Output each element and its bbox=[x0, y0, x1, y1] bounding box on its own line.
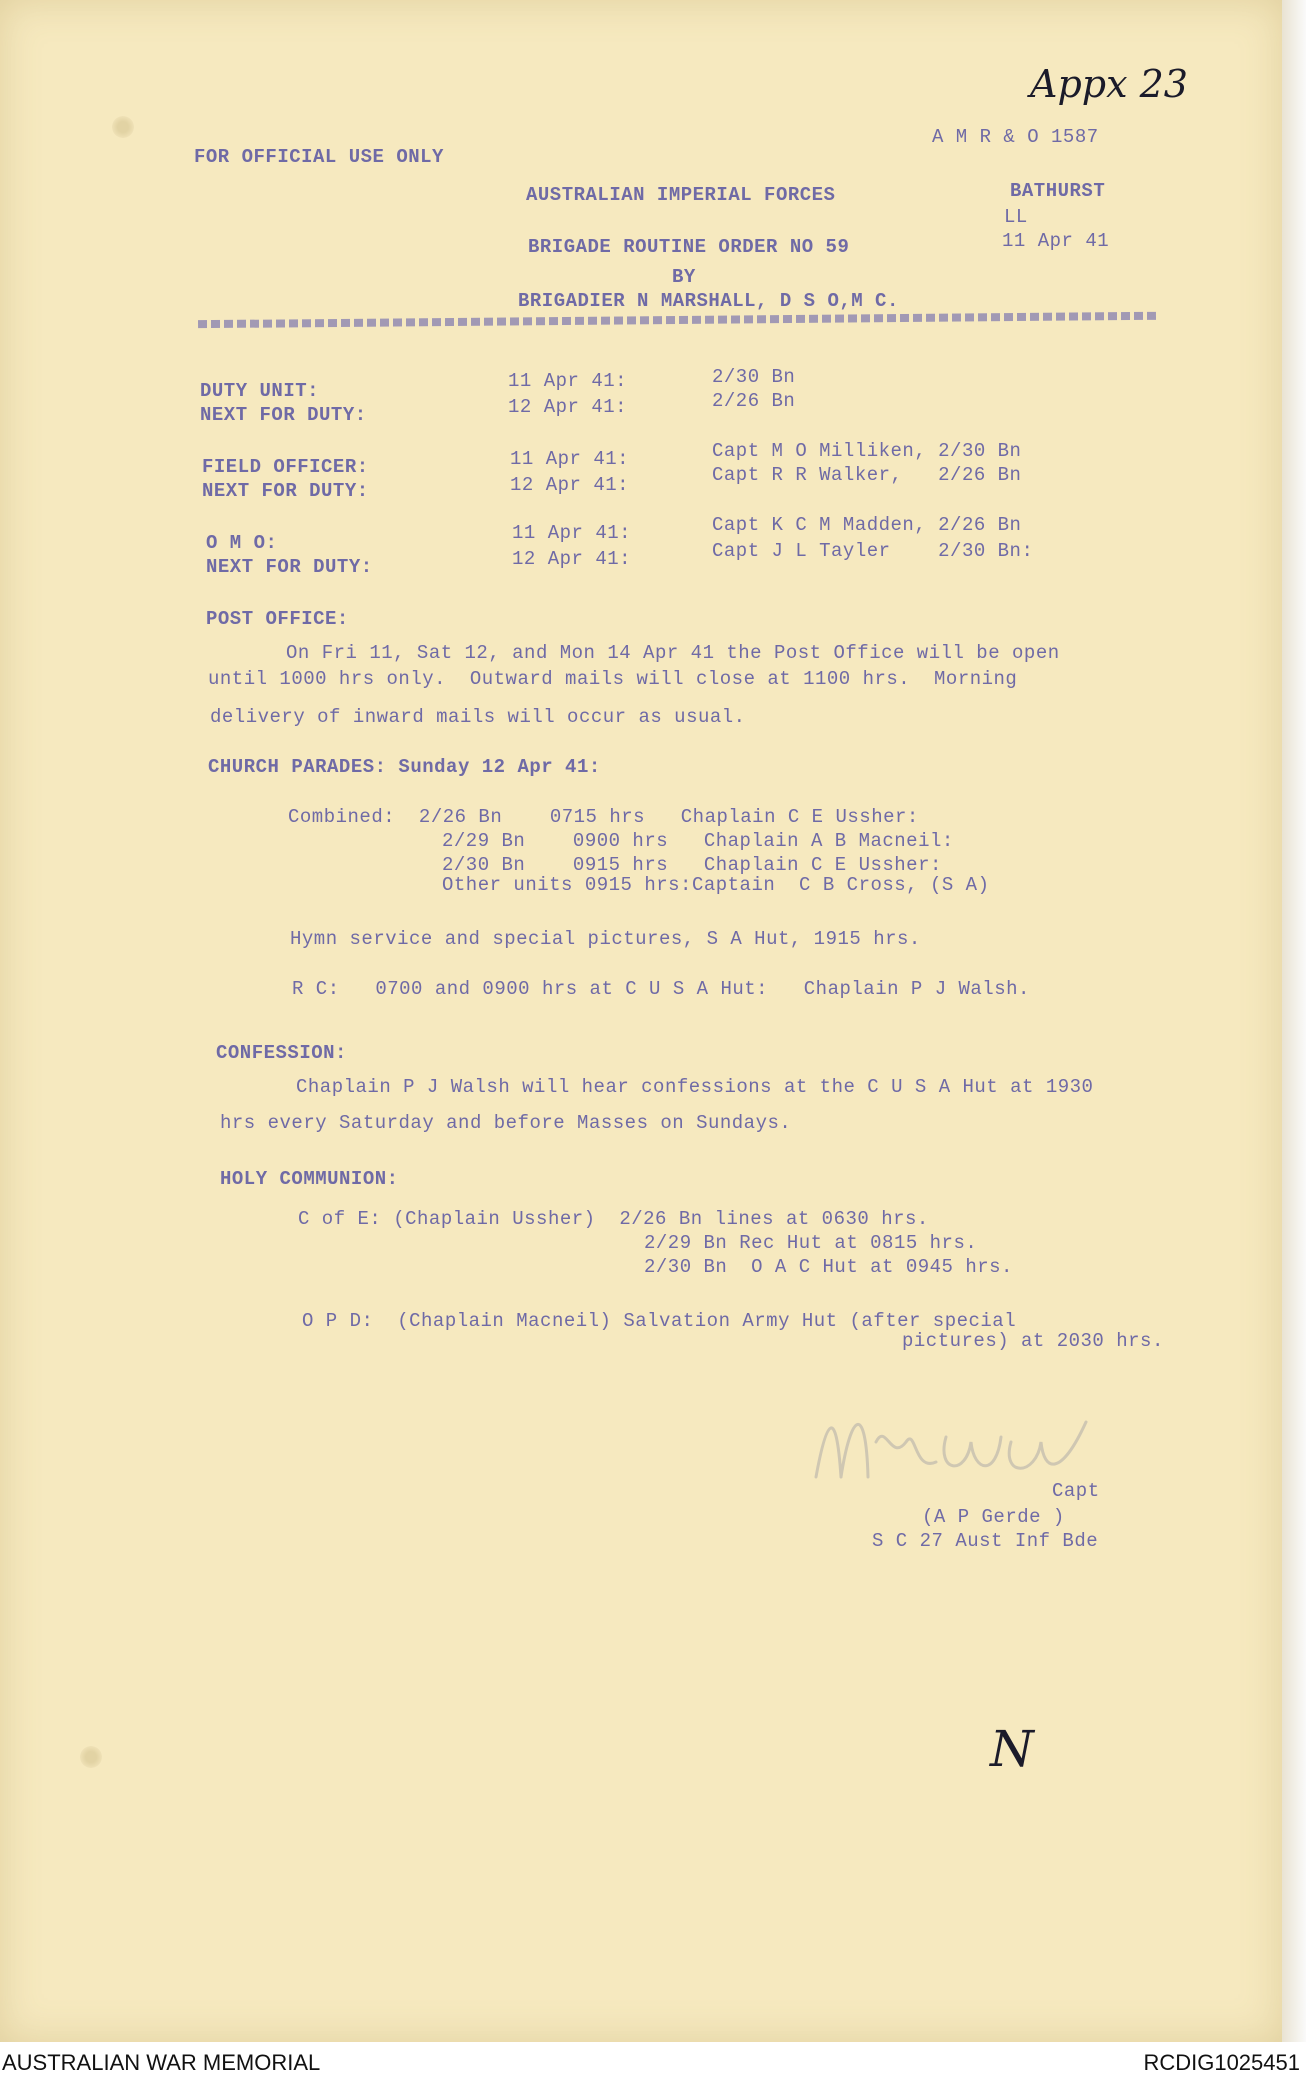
order-title: BRIGADE ROUTINE ORDER NO 59 bbox=[528, 236, 850, 258]
separator-line bbox=[198, 312, 1156, 328]
next-duty-label: NEXT FOR DUTY: bbox=[202, 480, 369, 502]
confession-text: hrs every Saturday and before Masses on Sundays. bbox=[220, 1112, 792, 1134]
archive-footer bbox=[0, 2042, 1306, 2082]
signatory-rank: Capt bbox=[1052, 1480, 1100, 1502]
field-officer-label: FIELD OFFICER: bbox=[202, 456, 369, 478]
communion-row: 2/29 Bn Rec Hut at 0815 hrs. bbox=[644, 1232, 978, 1254]
duty-date: 12 Apr 41: bbox=[508, 396, 628, 418]
commander: BRIGADIER N MARSHALL, D S O,M C. bbox=[518, 290, 899, 312]
holy-communion-heading: HOLY COMMUNION: bbox=[220, 1168, 399, 1190]
church-row: 2/29 Bn 0900 hrs Chaplain A B Macneil: bbox=[442, 830, 954, 852]
post-office-text: delivery of inward mails will occur as usual. bbox=[210, 706, 746, 728]
next-duty-label: NEXT FOR DUTY: bbox=[200, 404, 367, 426]
post-office-text: until 1000 hrs only. Outward mails will close at 1100 hrs. Morning bbox=[208, 668, 1018, 690]
communion-row: 2/30 Bn O A C Hut at 0945 hrs. bbox=[644, 1256, 1013, 1278]
next-duty-label: NEXT FOR DUTY: bbox=[206, 556, 373, 578]
hymn-service: Hymn service and special pictures, S A Hut, 1915 hrs. bbox=[290, 928, 921, 950]
duty-date: 12 Apr 41: bbox=[510, 474, 630, 496]
duty-unit-label: DUTY UNIT: bbox=[200, 380, 320, 402]
order-by: BY bbox=[672, 266, 696, 288]
place: BATHURST bbox=[1010, 180, 1106, 202]
organisation-title: AUSTRALIAN IMPERIAL FORCES bbox=[526, 184, 836, 206]
confession-heading: CONFESSION: bbox=[216, 1042, 347, 1064]
church-row: Combined: 2/26 Bn 0715 hrs Chaplain C E Ussher: bbox=[288, 806, 919, 828]
initials-annotation: N bbox=[990, 1720, 1034, 1778]
omo-label: O M O: bbox=[206, 532, 278, 554]
rc-service: R C: 0700 and 0900 hrs at C U S A Hut: Chaplain P J Walsh. bbox=[292, 978, 1030, 1000]
ll-mark: LL bbox=[1004, 206, 1028, 228]
next-duty-value: Capt R R Walker, 2/26 Bn bbox=[712, 464, 1022, 486]
communion-row: C of E: (Chaplain Ussher) 2/26 Bn lines at 0630 hrs. bbox=[298, 1208, 929, 1230]
duty-date: 11 Apr 41: bbox=[508, 370, 628, 392]
post-office-heading: POST OFFICE: bbox=[206, 608, 349, 630]
signatory-name: (A P Gerde ) bbox=[922, 1506, 1065, 1528]
communion-row: O P D: (Chaplain Macneil) Salvation Army Hut (after special bbox=[302, 1310, 1017, 1332]
confession-text: Chaplain P J Walsh will hear confessions at the C U S A Hut at 1930 bbox=[296, 1076, 1094, 1098]
field-officer-value: Capt M O Milliken, 2/30 Bn bbox=[712, 440, 1022, 462]
omo-value: Capt K C M Madden, 2/26 Bn bbox=[712, 514, 1022, 536]
duty-date: 12 Apr 41: bbox=[512, 548, 632, 570]
header-date: 11 Apr 41 bbox=[1002, 230, 1110, 252]
duty-date: 11 Apr 41: bbox=[512, 522, 632, 544]
page-edge bbox=[1282, 0, 1306, 2042]
classification: FOR OFFICIAL USE ONLY bbox=[194, 146, 444, 168]
church-parades-heading: CHURCH PARADES: Sunday 12 Apr 41: bbox=[208, 756, 601, 778]
communion-row: pictures) at 2030 hrs. bbox=[902, 1330, 1164, 1352]
punch-hole-top bbox=[112, 116, 134, 138]
next-duty-value: 2/26 Bn bbox=[712, 390, 796, 412]
signatory-unit: S C 27 Aust Inf Bde bbox=[872, 1530, 1099, 1552]
appendix-annotation: Appx 23 bbox=[1030, 62, 1188, 106]
church-row: Other units 0915 hrs:Captain C B Cross, (S A) bbox=[442, 874, 990, 896]
archive-id: RCDIG1025451 bbox=[1143, 2050, 1300, 2075]
next-duty-value: Capt J L Tayler 2/30 Bn: bbox=[712, 540, 1034, 562]
duty-date: 11 Apr 41: bbox=[510, 448, 630, 470]
archive-name: AUSTRALIAN WAR MEMORIAL bbox=[2, 2050, 321, 2075]
reference-number: A M R & O 1587 bbox=[932, 126, 1099, 148]
duty-unit-value: 2/30 Bn bbox=[712, 366, 796, 388]
punch-hole-bottom bbox=[80, 1746, 102, 1768]
post-office-text: On Fri 11, Sat 12, and Mon 14 Apr 41 the Post Office will be open bbox=[286, 642, 1060, 664]
church-row: 2/30 Bn 0915 hrs Chaplain C E Ussher: bbox=[442, 854, 942, 876]
